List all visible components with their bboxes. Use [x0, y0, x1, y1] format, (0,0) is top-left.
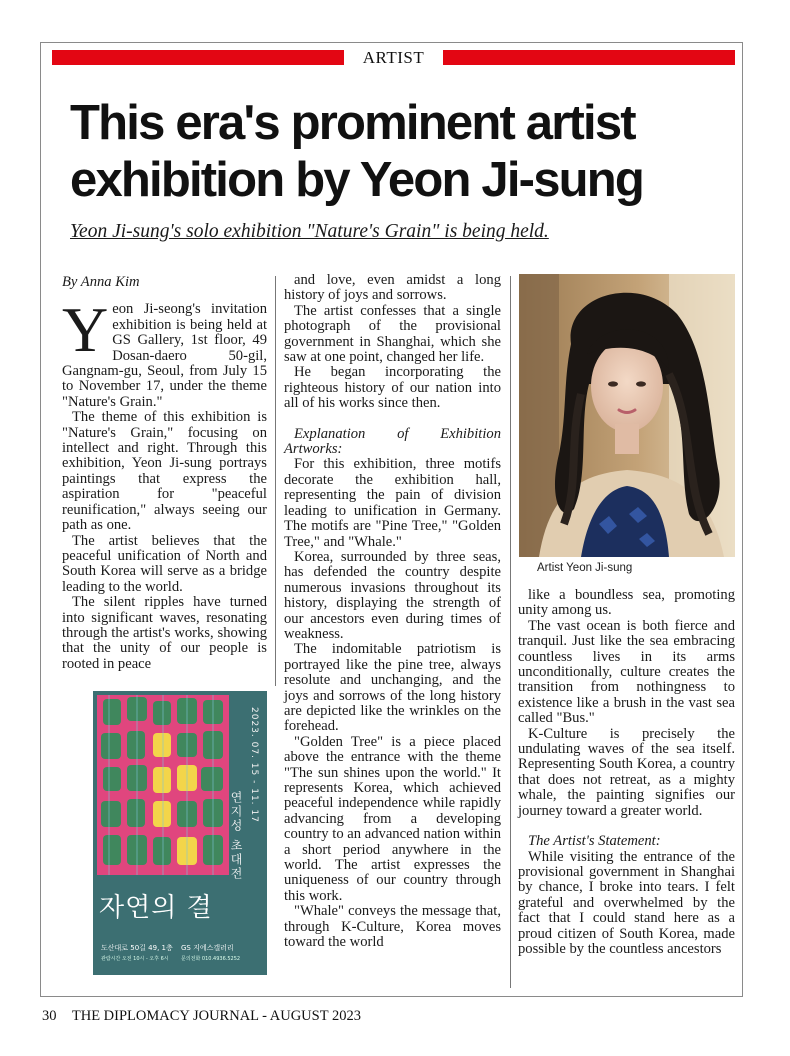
artist-portrait-image — [519, 274, 735, 557]
page-footer — [42, 1008, 361, 1025]
lead-text: eon Ji-seong's invitation exhibition is being held at GS Gallery, 1st floor, 49 Dosan-daero 50-gil, Gangnam-gu, Seoul, from July 15 to November 17, under the theme "Nature's Grain." — [62, 301, 267, 410]
poster-title: 자연의 결 — [99, 893, 213, 923]
photo-caption: Artist Yeon Ji-sung — [537, 562, 633, 574]
article-column-3 — [518, 588, 735, 957]
paragraph: The artist confesses that a single photograph of the provisional government in Shanghai, which she saw at one point, changed her life. — [284, 302, 501, 366]
lead-paragraph — [62, 294, 267, 410]
page-number: 30 — [42, 1008, 57, 1024]
paragraph: like a boundless sea, promoting unity among us. — [518, 587, 735, 619]
poster-phone: 문의전화 010.4936.5252 — [181, 956, 241, 962]
artist-photo — [519, 274, 735, 557]
paragraph: and love, even amidst a long history of joys and sorrows. — [284, 272, 501, 304]
paragraph: While visiting the entrance of the provisional government in Shanghai by chance, I broke into tears. I felt grateful and overwhelmed by the fact that I could stand here as a proud citizen of South Korea, made possible by the countless ancestors — [518, 848, 735, 957]
subsection-heading: The Artist's Statement: — [528, 833, 661, 850]
drop-cap: Y — [62, 294, 109, 366]
byline: By Anna Kim — [62, 274, 140, 290]
exhibition-poster — [93, 691, 267, 975]
paragraph: He began incorporating the righteous history of our nation into all of his works since then. — [284, 364, 501, 412]
paragraph: The silent ripples have turned into significant waves, resonating through the artist's works, showing that the unity of our people is rooted in peace — [62, 594, 267, 672]
paragraph: For this exhibition, three motifs decorate the exhibition hall, representing the pain of division leading to unification in Germany. The motifs are "Pine Tree," "Golden Tree," and "Whale." — [284, 456, 501, 550]
paragraph: K-Culture is precisely the undulating waves of the sea itself. Representing South Korea, a country that does not retreat, as a mighty whale, the painting signifies our journey toward a greater world. — [518, 725, 735, 819]
headline — [70, 95, 740, 209]
poster-address: 도산대로 50길 49, 1층 — [101, 944, 173, 952]
section-bar-left — [52, 50, 344, 65]
column-rule — [510, 276, 511, 988]
poster-gallery: GS 지에스갤러리 — [181, 944, 234, 952]
paragraph: "Golden Tree" is a piece placed above the entrance with the theme "The sun shines upon the world." It represents Korea, which achieved peaceful independence while rapidly advancing from a developing country to an advanced nation within a short period anywhere in the world. The artist expresses the uniqueness of our country through this work. — [284, 733, 501, 904]
paragraph: The artist believes that the peaceful unification of North and South Korea will serve as a bridge leading to the world. — [62, 532, 267, 595]
poster-artist: 연지성 초대전 — [229, 791, 243, 881]
poster-artwork — [97, 695, 229, 875]
paragraph: "Whale" conveys the message that, through K-Culture, Korea moves toward the world — [284, 903, 501, 951]
poster-dates: 2023. 07. 15 - 11. 17 — [249, 707, 259, 823]
subsection-heading: Explanation of Exhibition Artworks: — [284, 425, 501, 458]
article-column-2 — [284, 273, 501, 950]
section-header — [52, 49, 735, 67]
headline-line-2: exhibition by Yeon Ji-sung — [70, 153, 644, 207]
subheadline: Yeon Ji-sung's solo exhibition "Nature's Grain" is being held. — [70, 221, 549, 242]
headline-line-1: This era's prominent artist — [70, 96, 635, 150]
paragraph: The indomitable patriotism is portrayed like the pine tree, always resolute and unchanging, and the joys and sorrows of the long history are depicted like the wrinkles on the forehead. — [284, 641, 501, 735]
section-label: ARTIST — [362, 48, 425, 67]
article-column-1 — [62, 273, 267, 672]
section-bar-right — [443, 50, 735, 65]
paragraph: Korea, surrounded by three seas, has defended the country despite numerous invasions throughout its history, displaying the strength of our ancestors even during times of weakness. — [284, 548, 501, 642]
publication-name: THE DIPLOMACY JOURNAL - AUGUST 2023 — [71, 1008, 361, 1024]
column-rule — [275, 276, 276, 686]
paragraph: The vast ocean is both fierce and tranquil. Just like the sea embracing countless lives in its arms unconditionally, culture creates the transition from nothingness to existence like a brush in the vast sea called "Bus." — [518, 617, 735, 727]
paragraph: The theme of this exhibition is "Nature's Grain," focusing on intellect and right. Through this exhibition, Yeon Ji-sung portrays paintings that express the aspiration for "peaceful reunification," always seeing our path as one. — [62, 409, 267, 534]
poster-hours: 관람시간 오전 10시 - 오후 6시 — [101, 956, 169, 962]
